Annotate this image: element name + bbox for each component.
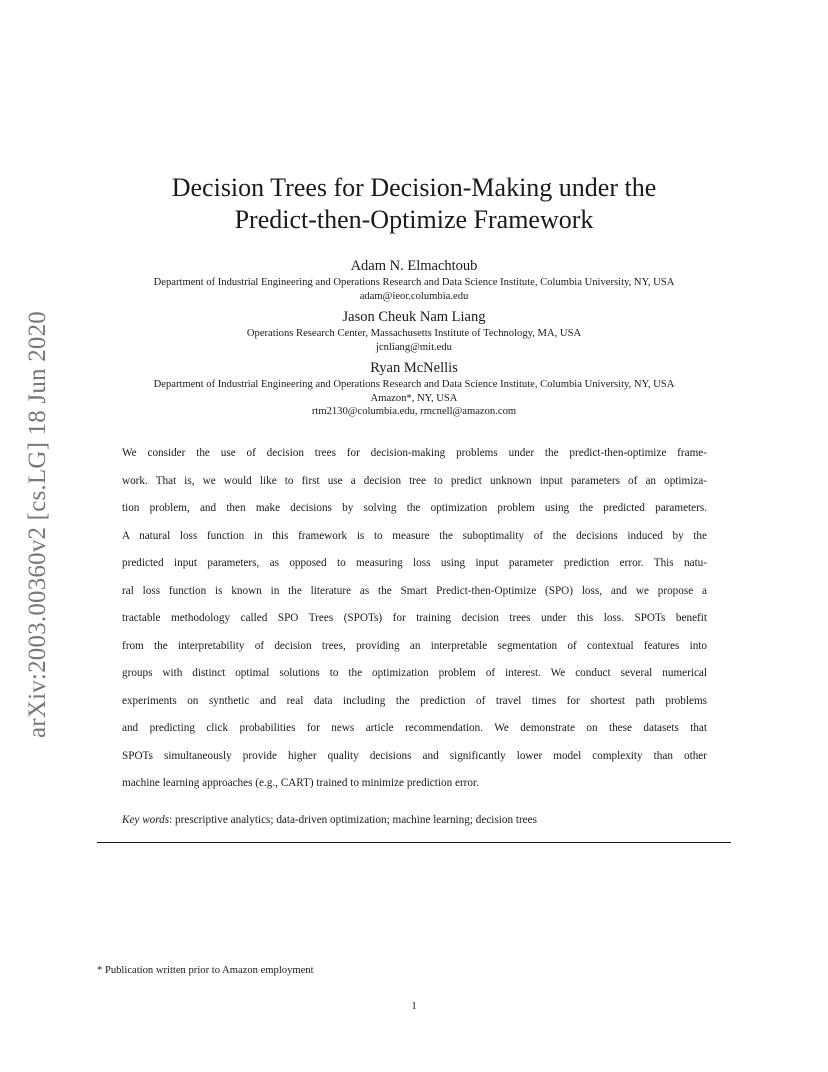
page-number: 1 bbox=[411, 1001, 417, 1012]
abstract-line: and predicting click probabilities for news article recommendation. We demonstrate on these datasets that bbox=[122, 722, 707, 734]
abstract-line: from the interpretability of decision trees, providing an interpretable segmentation of contextual features into bbox=[122, 639, 707, 652]
title-line-1: Decision Trees for Decision-Making under the bbox=[171, 173, 657, 202]
footnote: * Publication written prior to Amazon employment bbox=[97, 965, 314, 976]
abstract-line: tion problem, and then make decisions by solving the optimization problem using the predicted parameters. bbox=[122, 502, 707, 514]
author-affiliation: Operations Research Center, Massachusetts Institute of Technology, MA, USA bbox=[246, 328, 582, 339]
keywords bbox=[122, 812, 537, 828]
abstract-line: work. That is, we would like to first use a decision tree to predict unknown input parameters of an optimiza- bbox=[122, 474, 707, 487]
author-name: Adam N. Elmachtoub bbox=[350, 258, 478, 274]
keywords-label: Key words bbox=[122, 814, 170, 826]
abstract-line: A natural loss function in this framework is to measure the suboptimality of the decisions induced by the bbox=[122, 529, 707, 542]
abstract-line: predicted input parameters, as opposed to measuring loss using input parameter prediction error. This natu- bbox=[122, 557, 707, 569]
abstract-line: tractable methodology called SPO Trees (SPOTs) for training decision trees under this loss. SPOTs benefit bbox=[122, 612, 707, 624]
arxiv-identifier: arXiv:2003.00360v2 [cs.LG] 18 Jun 2020 bbox=[24, 311, 51, 739]
abstract-line: We consider the use of decision trees for decision-making problems under the predict-then-optimize frame- bbox=[122, 447, 707, 459]
abstract-line: experiments on synthetic and real data including the prediction of travel times for shortest path problems bbox=[122, 694, 707, 707]
paper-title bbox=[100, 172, 728, 236]
author-affiliation-secondary: Amazon*, NY, USA bbox=[370, 392, 458, 404]
title-line-2: Predict-then-Optimize Framework bbox=[234, 205, 594, 234]
abstract-line: groups with distinct optimal solutions to the optimization problem of interest. We conduct several numerical bbox=[122, 667, 707, 679]
abstract-line: ral loss function is known in the literature as the Smart Predict-then-Optimize (SPO) loss, and we propose a bbox=[122, 584, 707, 597]
keywords-text: prescriptive analytics; data-driven optimization; machine learning; decision trees bbox=[175, 814, 537, 826]
author-affiliation: Department of Industrial Engineering and Operations Research and Data Science Institute, Columbia University, NY, USA bbox=[153, 277, 675, 288]
abstract-line: SPOTs simultaneously provide higher quality decisions and significantly lower model complexity than other bbox=[122, 749, 707, 762]
author-name: Jason Cheuk Nam Liang bbox=[342, 309, 486, 325]
section-divider bbox=[97, 842, 731, 843]
keywords-separator: : bbox=[169, 814, 173, 826]
author-list bbox=[80, 256, 748, 419]
author-block bbox=[80, 307, 748, 354]
abstract bbox=[122, 440, 707, 798]
author-email: adam@ieor.columbia.edu bbox=[359, 290, 469, 302]
author-block bbox=[80, 256, 748, 303]
author-email: jcnliang@mit.edu bbox=[376, 341, 452, 353]
author-name: Ryan McNellis bbox=[370, 360, 458, 376]
abstract-line: machine learning approaches (e.g., CART) trained to minimize prediction error. bbox=[122, 777, 479, 789]
author-email: rtm2130@columbia.edu, rmcnell@amazon.com bbox=[311, 406, 517, 417]
author-block bbox=[80, 358, 748, 419]
author-affiliation: Department of Industrial Engineering and Operations Research and Data Science Institute, Columbia University, NY, USA bbox=[153, 379, 675, 390]
